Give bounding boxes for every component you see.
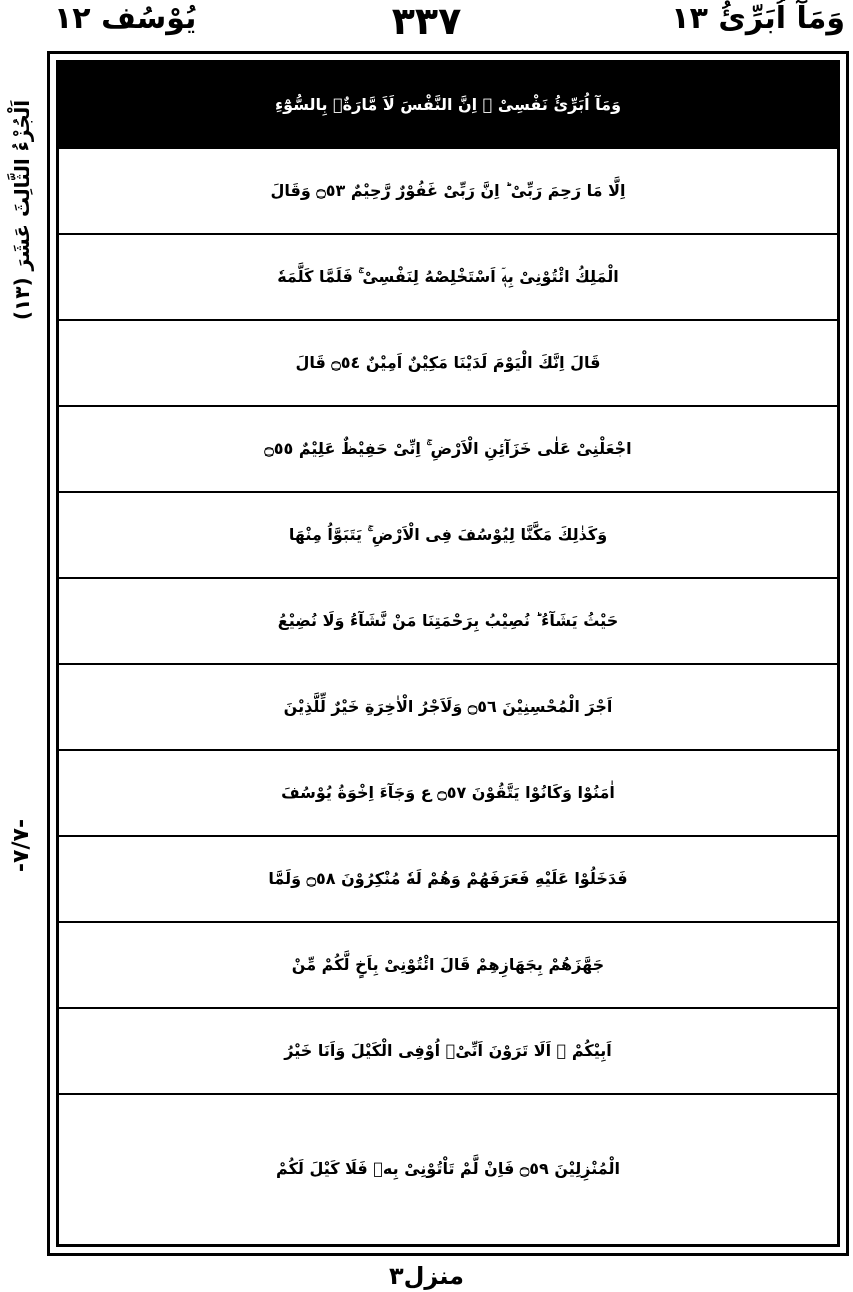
text-line-3: الْمَلِكُ ائْتُوْنِیْ بِهٖۤ اَسْتَخْلِصْهُ لِنَفْسِیْ ۚ فَلَمَّا كَلَّمَهٗ <box>59 235 837 321</box>
text-line-8: اَجْرَ الْمُحْسِنِیْنَ ۝٥٦ وَلَاَجْرُ الْاٰخِرَةِ خَیْرٌ لِّلَّذِیْنَ <box>59 665 837 751</box>
page-number: ٣٣٧ <box>391 0 462 43</box>
text-line-13: الْمُنْزِلِیْنَ ۝٥٩ فَاِنْ لَّمْ تَاْتُوْنِیْ بِهٖ فَلَا كَیْلَ لَكُمْ <box>276 1159 620 1178</box>
header-left-label: يُوْسُف ١٢ <box>54 1 197 36</box>
text-line-6: وَكَذٰلِكَ مَكَّنَّا لِیُوْسُفَ فِی الْاَرْضِ ۚ یَتَبَوَّاُ مِنْهَا <box>59 493 837 579</box>
text-line-10: فَدَخَلُوْا عَلَیْهِ فَعَرَفَهُمْ وَهُمْ لَهٗ مُنْكِرُوْنَ ۝٥٨ وَلَمَّا <box>59 837 837 923</box>
text-line-2: اِلَّا مَا رَحِمَ رَبِّیْ ؕ اِنَّ رَبِّیْ غَفُوْرٌ رَّحِیْمٌ ۝٥٣ وَقَالَ <box>59 149 837 235</box>
text-line-9: اٰمَنُوْا وَكَانُوْا یَتَّقُوْنَ ۝٥٧ ع وَجَآءَ اِخْوَةُ یُوْسُفَ <box>59 751 837 837</box>
text-line-12: اَبِیْكُمْ ۚ اَلَا تَرَوْنَ اَنِّیْۤ اُوْفِی الْكَیْلَ وَاَنَا خَیْرُ <box>59 1009 837 1095</box>
text-line-5: اجْعَلْنِیْ عَلٰی خَزَآئِنِ الْاَرْضِ ۚ اِنِّیْ حَفِیْظٌ عَلِیْمٌ ۝٥٥ <box>59 407 837 493</box>
text-line-11: جَهَّزَهُمْ بِجَهَازِهِمْ قَالَ ائْتُوْنِیْ بِاَخٍ لَّكُمْ مِّنْ <box>59 923 837 1009</box>
ruku-label-text: -٧/٧- <box>9 818 35 872</box>
manzil-label: منزل٣ <box>388 1262 465 1290</box>
juz-side-label <box>0 60 44 360</box>
text-area <box>56 60 840 1247</box>
juz-label-text: اَلْجُزْءُ الثَّالِثَ عَشَرَ (١٣) <box>10 99 34 321</box>
ruku-side-label <box>0 790 44 900</box>
text-line-1: وَمَآ اُبَرِّئُ نَفْسِیْ ۚ اِنَّ النَّفْسَ لَاَ مَّارَةٌۢ بِالسُّوْٓءِ <box>59 63 837 149</box>
text-line-4: قَالَ اِنَّكَ الْیَوْمَ لَدَیْنَا مَكِیْنٌ اَمِیْنٌ ۝٥٤ قَالَ <box>59 321 837 407</box>
header-right-label: وَمَآ اُبَرِّئُ ١٣ <box>671 1 845 36</box>
page-frame <box>47 51 849 1256</box>
text-line-7: حَیْثُ یَشَآءُ ؕ نُصِیْبُ بِرَحْمَتِنَا مَنْ نَّشَآءُ وَلَا نُضِیْعُ <box>59 579 837 665</box>
